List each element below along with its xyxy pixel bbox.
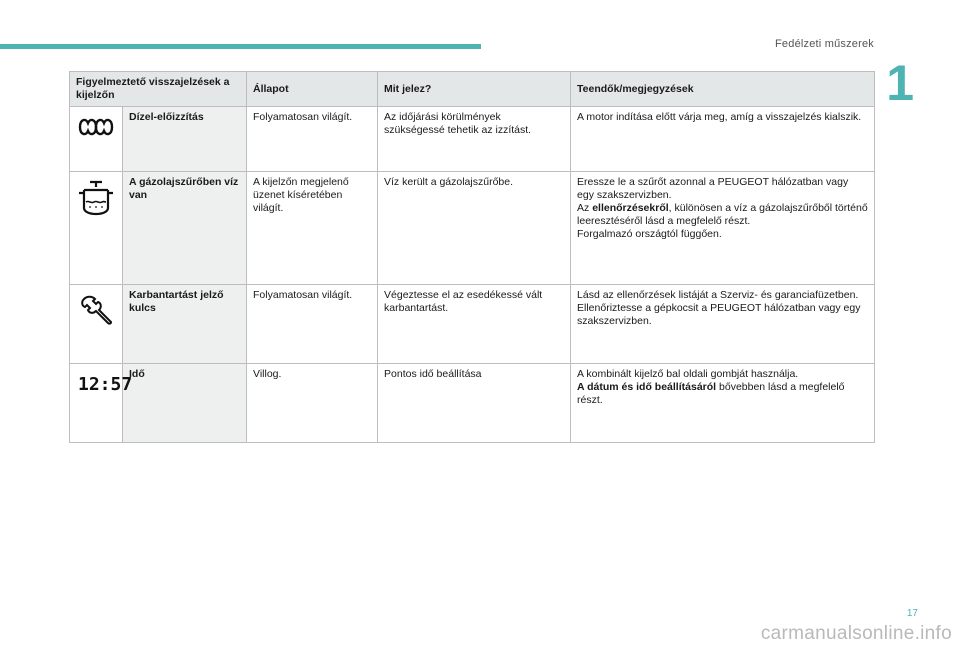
action-text [571, 285, 875, 364]
table-header-row [70, 72, 875, 107]
water-in-fuel-filter-icon [76, 178, 116, 218]
icon-cell [70, 172, 123, 285]
section-title: Fedélzeti műszerek [775, 38, 874, 50]
indicator-name: Idő [123, 364, 247, 443]
action-link-checks: ellenőrzésekről [592, 202, 669, 214]
table-row [70, 107, 875, 172]
action-text [571, 364, 875, 443]
column-header-indicator: Figyelmeztető visszajelzések a kijelzőn [70, 72, 247, 107]
action-line: Lásd az ellenőrzések listáját a Szerviz- és garanciafüzetben. [577, 289, 859, 301]
table-row [70, 364, 875, 443]
table-row [70, 172, 875, 285]
icon-cell [70, 107, 123, 172]
action-link-date-time: A dátum és idő beállításáról [577, 381, 717, 393]
table-row [70, 285, 875, 364]
action-line: Eressze le a szűrőt azonnal a PEUGEOT hálózatban vagy egy szakszervizben. [577, 176, 849, 201]
action-line: Ellenőriztesse a gépkocsit a PEUGEOT hálózatban vagy egy szakszervizben. [577, 302, 861, 327]
state-text: Villog. [247, 364, 378, 443]
warning-lamps-table [69, 71, 875, 443]
action-suffix: bővebben lásd a megfelelő részt. [577, 381, 845, 406]
chapter-number: 1 [886, 55, 914, 111]
state-text: Folyamatosan világít. [247, 285, 378, 364]
watermark: carmanualsonline.info [760, 623, 952, 644]
indicator-name: Karbantartást jelző kulcs [123, 285, 247, 364]
column-header-state: Állapot [247, 72, 378, 107]
action-suffix: , különösen a víz a gázolajszűrőből történő leeresztéséről lásd a megfelelő részt. [577, 202, 868, 227]
meaning-text: Víz került a gázolajszűrőbe. [378, 172, 571, 285]
icon-cell [70, 364, 133, 443]
glow-plug-icon [76, 113, 116, 141]
meaning-text: Pontos idő beállítása [378, 364, 571, 443]
indicator-name: A gázolajszűrőben víz van [123, 172, 247, 285]
state-text: A kijelzőn megjelenő üzenet kíséretében világít. [247, 172, 378, 285]
action-text [571, 172, 875, 285]
page-number: 17 [906, 608, 918, 619]
clock-display-text: 12:57 [78, 374, 133, 395]
icon-cell [70, 285, 123, 364]
meaning-text: Végeztesse el az esedékessé vált karbantartást. [378, 285, 571, 364]
wrench-icon [76, 291, 116, 331]
action-line: Forgalmazó országtól függően. [577, 228, 722, 240]
column-header-action: Teendők/megjegyzések [571, 72, 875, 107]
header-accent-bar [0, 44, 481, 49]
action-line: A kombinált kijelző bal oldali gombját használja. [577, 368, 799, 380]
action-prefix: Az [577, 202, 590, 214]
action-text: A motor indítása előtt várja meg, amíg a visszajelzés kialszik. [571, 107, 875, 172]
indicator-name: Dízel-előizzítás [123, 107, 247, 172]
meaning-text: Az időjárási körülmények szükségessé tehetik az izzítást. [378, 107, 571, 172]
column-header-meaning: Mit jelez? [378, 72, 571, 107]
clock-display-icon [76, 370, 133, 396]
state-text: Folyamatosan világít. [247, 107, 378, 172]
